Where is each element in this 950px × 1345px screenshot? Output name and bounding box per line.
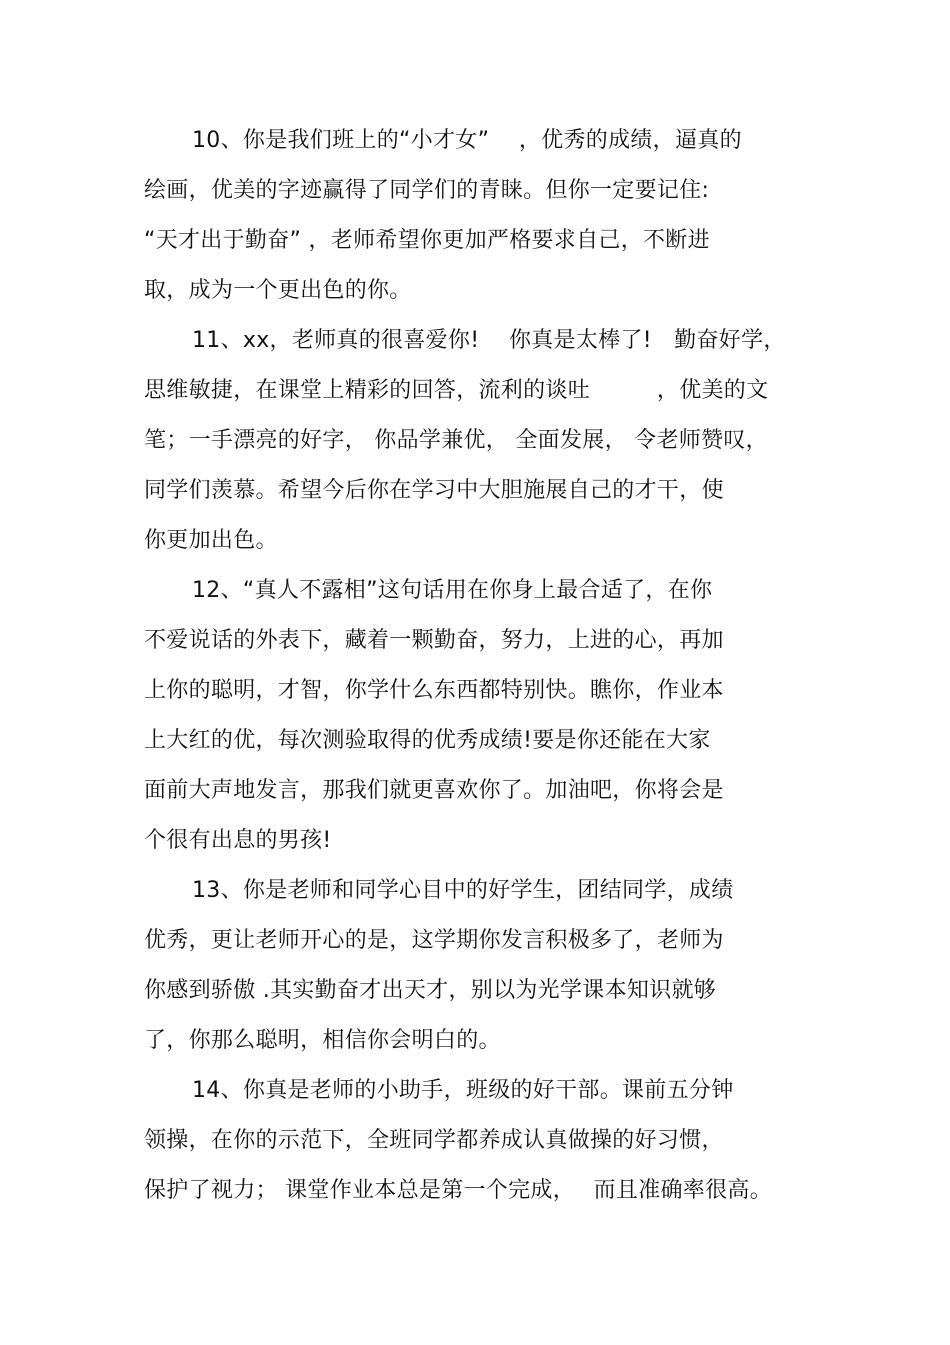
paragraph-line: 你感到骄傲 .其实勤奋才出天才，别以为光学课本知识就够: [144, 978, 717, 1003]
paragraph-line: 思维敏捷，在课堂上精彩的回答，流利的谈吐 ，优美的文: [144, 378, 769, 403]
paragraph-line: 上大红的优，每次测验取得的优秀成绩!要是你还能在大家: [144, 728, 711, 753]
paragraph-line: 优秀，更让老师开心的是，这学期你发言积极多了，老师为: [144, 928, 724, 953]
paragraph-line: 保护了视力； 课堂作业本总是第一个完成， 而且准确率很高。: [144, 1178, 772, 1203]
paragraph-line: 10、你是我们班上的“小才女” ，优秀的成绩，逼真的: [192, 128, 742, 153]
paragraph-line: 13、你是老师和同学心目中的好学生，团结同学，成绩: [192, 878, 734, 903]
paragraph-line: 笔；一手漂亮的好字， 你品学兼优， 全面发展， 令老师赞叹，: [144, 428, 768, 453]
paragraph-line: 不爱说话的外表下，藏着一颗勤奋，努力，上进的心，再加: [144, 628, 724, 653]
paragraph-line: 你更加出色。: [144, 528, 278, 553]
paragraph-line: 面前大声地发言，那我们就更喜欢你了。加油吧，你将会是: [144, 778, 724, 803]
paragraph-line: 取，成为一个更出色的你。: [144, 278, 412, 303]
paragraph-line: “天才出于勤奋” ，老师希望你更加严格要求自己，不断进: [144, 228, 710, 253]
paragraph-line: 上你的聪明，才智，你学什么东西都特别快。瞧你，作业本: [144, 678, 724, 703]
paragraph-line: 同学们羡慕。希望今后你在学习中大胆施展自己的才干，使: [144, 478, 724, 503]
paragraph-line: 个很有出息的男孩!: [144, 828, 332, 853]
paragraph-line: 绘画，优美的字迹赢得了同学们的青睐。但你一定要记住:: [144, 178, 710, 203]
paragraph-line: 了，你那么聪明，相信你会明白的。: [144, 1028, 501, 1053]
paragraph-line: 12、“真人不露相”这句话用在你身上最合适了，在你: [192, 578, 713, 603]
paragraph-line: 14、你真是老师的小助手，班级的好干部。课前五分钟: [192, 1078, 734, 1103]
paragraph-line: 11、xx，老师真的很喜爱你! 你真是太棒了! 勤奋好学，: [192, 328, 786, 353]
paragraph-line: 领操，在你的示范下，全班同学都养成认真做操的好习惯，: [144, 1128, 724, 1153]
